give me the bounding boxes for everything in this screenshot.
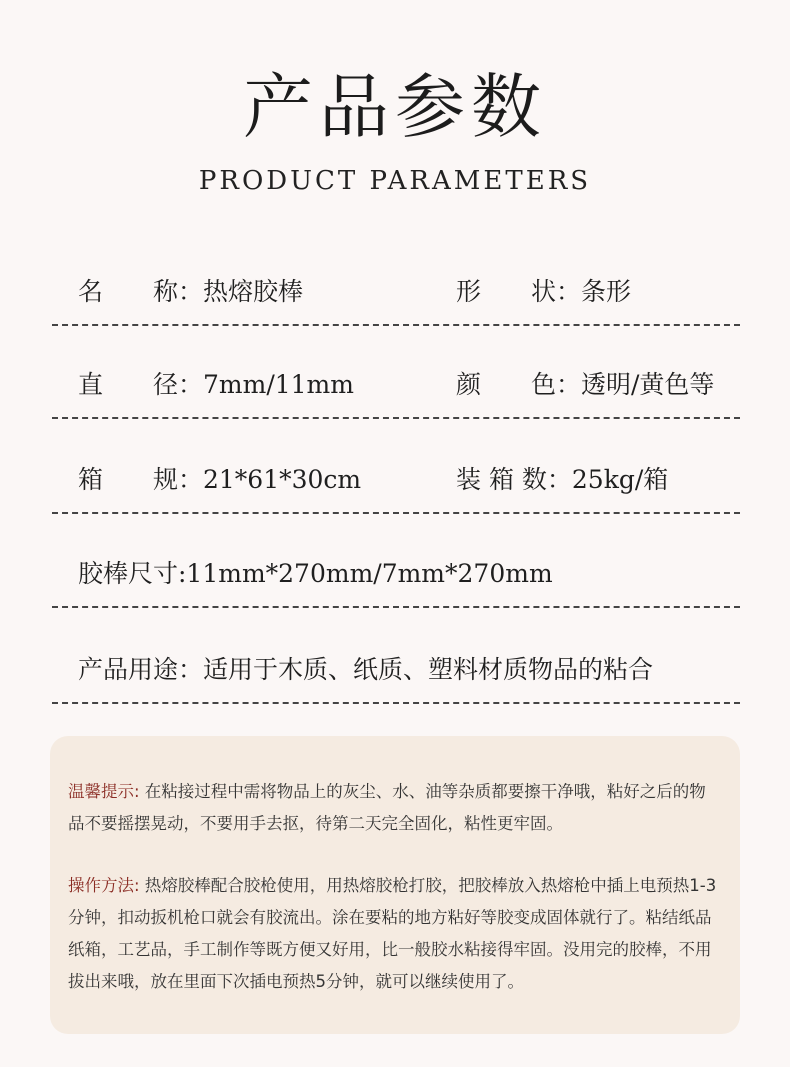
notes-panel (50, 736, 740, 1034)
page-subtitle: PRODUCT PARAMETERS (198, 166, 592, 196)
tip-text: 在粘接过程中需将物品上的灰尘、水、油等杂质都要擦干净哦，粘好之后的物品不要摇摆晃动，不要用手去抠，待第二天完全固化，粘性更牢固。 (68, 782, 706, 833)
param-shape: 形 状：条形 (456, 277, 632, 306)
param-usage: 产品用途：适用于木质、纸质、塑料材质物品的粘合 (78, 655, 654, 684)
param-row-name-shape (52, 274, 740, 326)
param-box-size: 箱 规：21*61*30cm (78, 465, 362, 494)
param-name: 名 称：热熔胶棒 (78, 277, 304, 306)
tip-label: 温馨提示: (68, 782, 140, 801)
param-stick-size: 胶棒尺寸:11mm*270mm/7mm*270mm (78, 559, 553, 588)
tip-paragraph (68, 776, 722, 840)
method-text: 热熔胶棒配合胶枪使用，用热熔胶枪打胶，把胶棒放入热熔枪中插上电预热1-3分钟，扣动扳机枪口就会有胶流出。涂在要粘的地方粘好等胶变成固体就行了。粘结纸品纸箱，工艺品，手工制作等既方便又好用，比一般胶水粘接得牢固。没用完的胶棒，不用拔出来哦，放在里面下次插电预热5分钟，就可以继续使用了。 (68, 876, 717, 991)
param-color: 颜 色：透明/黄色等 (456, 370, 715, 399)
method-paragraph (68, 870, 722, 998)
method-label: 操作方法: (68, 876, 140, 895)
param-box-qty: 装 箱 数：25kg/箱 (456, 465, 669, 494)
param-row-diameter-color (52, 367, 740, 419)
param-diameter: 直 径：7mm/11mm (78, 370, 354, 399)
param-row-usage (52, 652, 740, 704)
param-row-stick-size (52, 556, 740, 608)
page-title: 产品参数 (243, 66, 547, 148)
param-row-box (52, 462, 740, 514)
